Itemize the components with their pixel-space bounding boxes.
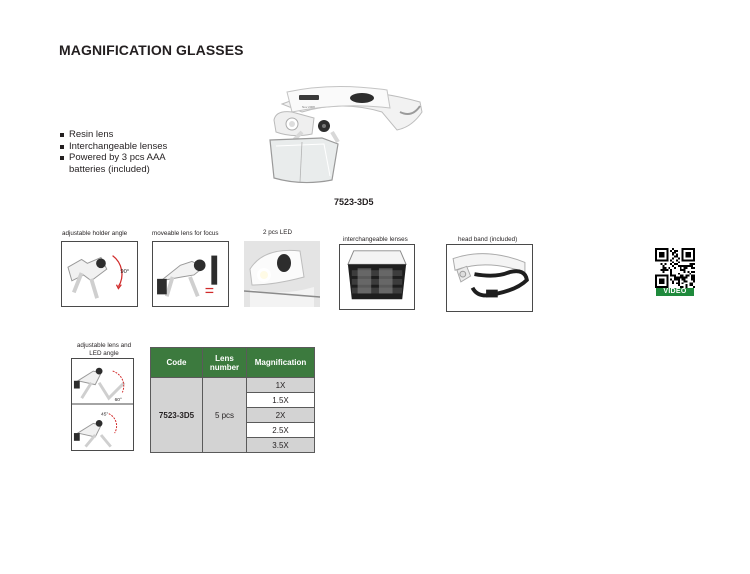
thumb-label-holder-angle: adjustable holder angle bbox=[62, 230, 128, 237]
thumb-interchangeable-lenses bbox=[339, 244, 415, 310]
thumb-label-interchangeable: interchangeable lenses bbox=[343, 236, 408, 243]
header-magnification: Magnification bbox=[247, 348, 315, 378]
cell-magnification: 2X bbox=[247, 408, 315, 423]
spec-table bbox=[150, 347, 315, 453]
feature-list bbox=[60, 129, 190, 175]
cell-lens-number: 5 pcs bbox=[203, 378, 247, 453]
cell-magnification: 1.5X bbox=[247, 393, 315, 408]
thumb-led bbox=[244, 241, 320, 307]
qr-code[interactable] bbox=[655, 248, 695, 288]
page-title: MAGNIFICATION GLASSES bbox=[59, 42, 244, 58]
feature-item: Powered by 3 pcs AAA batteries (included) bbox=[60, 152, 190, 175]
cell-code: 7523-3D5 bbox=[151, 378, 203, 453]
angle-figure bbox=[71, 358, 134, 451]
video-badge[interactable]: VIDEO bbox=[656, 288, 694, 296]
thumb-label-moveable-lens: moveable lens for focus bbox=[152, 230, 219, 237]
angle-figure-label bbox=[74, 342, 134, 358]
feature-item: Interchangeable lenses bbox=[60, 141, 190, 153]
thumb-moveable-lens bbox=[152, 241, 229, 307]
angle-figure-label-text: adjustable lens and LED angle bbox=[76, 342, 132, 357]
feature-item: Resin lens bbox=[60, 129, 190, 141]
product-model-code: 7523-3D5 bbox=[334, 197, 374, 207]
thumb-label-head-band: head band (included) bbox=[458, 236, 518, 243]
table-row bbox=[151, 378, 315, 393]
hero-band-print: Nov 2008 bbox=[302, 105, 315, 109]
cell-magnification: 1X bbox=[247, 378, 315, 393]
cell-magnification: 2.5X bbox=[247, 423, 315, 438]
header-lens-number bbox=[203, 348, 247, 378]
thumb-label-led: 2 pcs LED bbox=[263, 229, 293, 236]
cell-magnification: 3.5X bbox=[247, 438, 315, 453]
angle-60-label: 60° bbox=[114, 398, 122, 404]
thumb-holder-angle bbox=[61, 241, 138, 307]
angle-45-label: 45° bbox=[101, 412, 109, 418]
thumb-head-band bbox=[446, 244, 533, 312]
angle-90-label: 90° bbox=[120, 269, 130, 276]
product-hero-image bbox=[262, 82, 427, 187]
header-lens-number-text: Lens number bbox=[209, 353, 240, 372]
header-code: Code bbox=[151, 348, 203, 378]
